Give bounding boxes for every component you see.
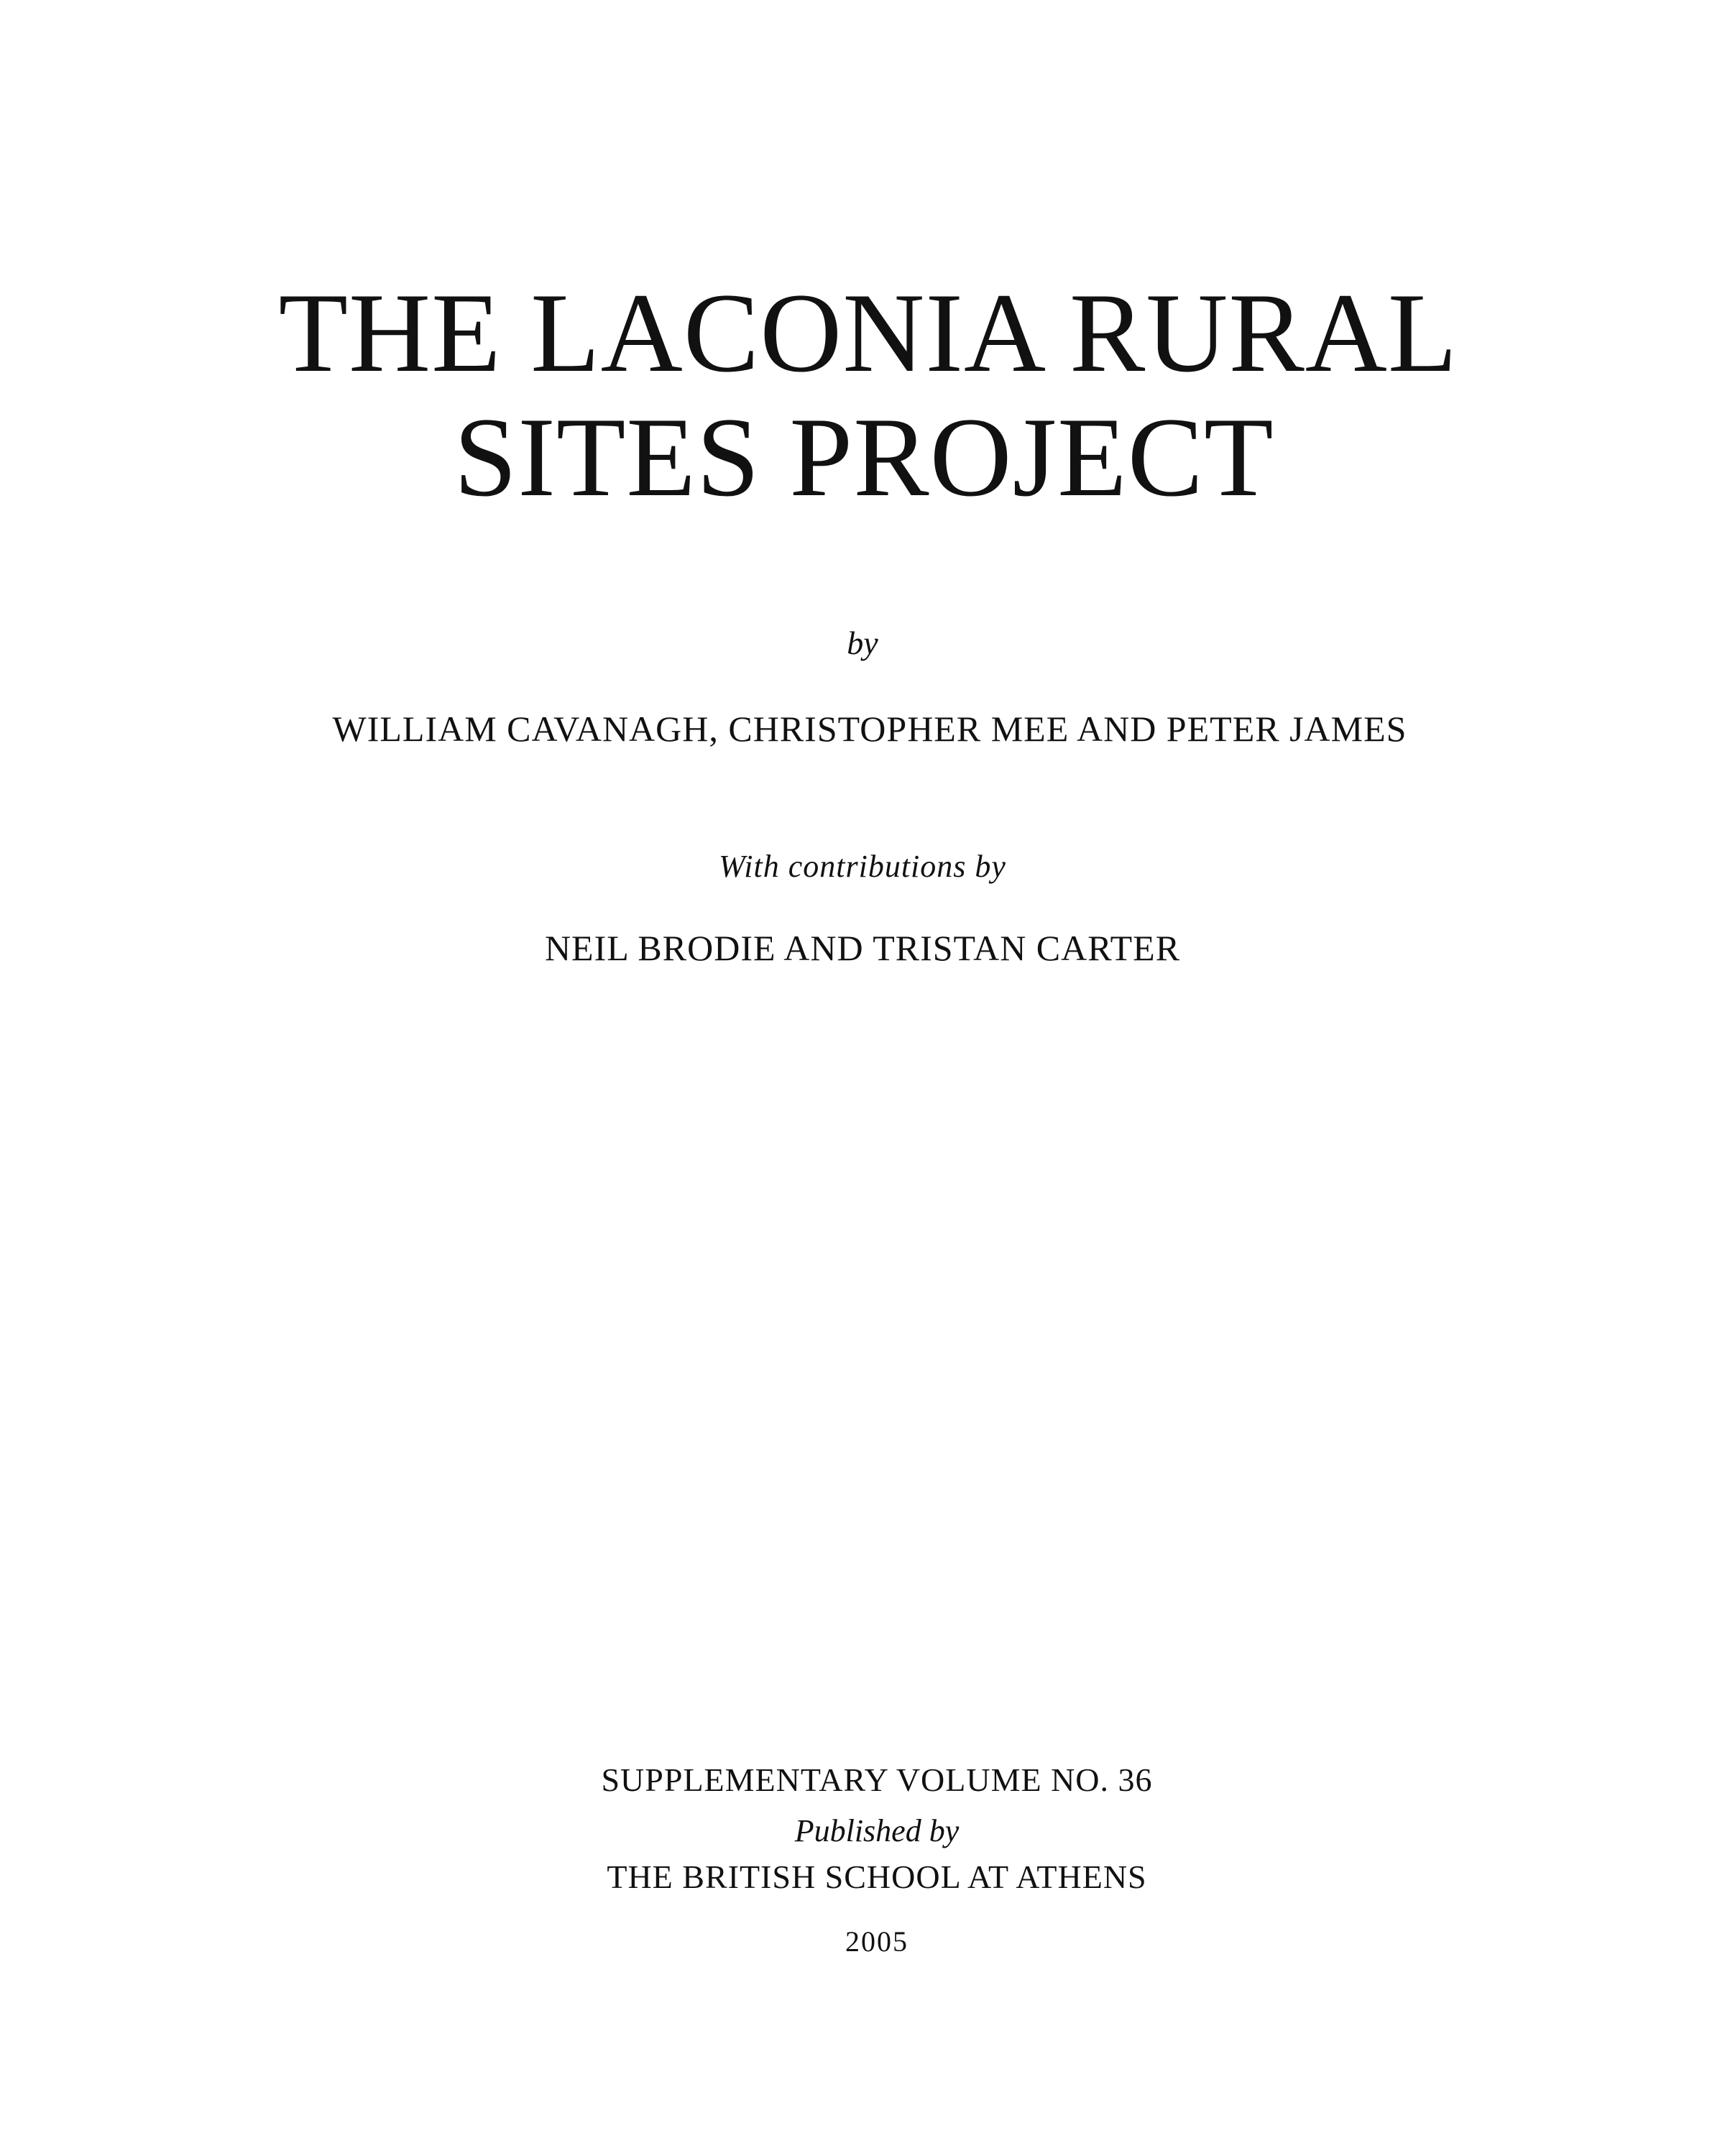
book-title-line-1: THE LACONIA RURAL — [278, 270, 1458, 396]
published-by-label: Published by — [794, 1813, 960, 1848]
book-title-line-2: SITES PROJECT — [454, 395, 1274, 520]
publisher: THE BRITISH SCHOOL AT ATHENS — [607, 1858, 1147, 1895]
publication-year: 2005 — [845, 1925, 908, 1958]
contributions-label: With contributions by — [719, 849, 1006, 884]
authors: WILLIAM CAVANAGH, CHRISTOPHER MEE AND PETER JAMES — [332, 709, 1407, 749]
by-label: by — [847, 625, 878, 661]
contributors: NEIL BRODIE AND TRISTAN CARTER — [544, 928, 1181, 968]
series-volume: SUPPLEMENTARY VOLUME NO. 36 — [601, 1761, 1153, 1798]
